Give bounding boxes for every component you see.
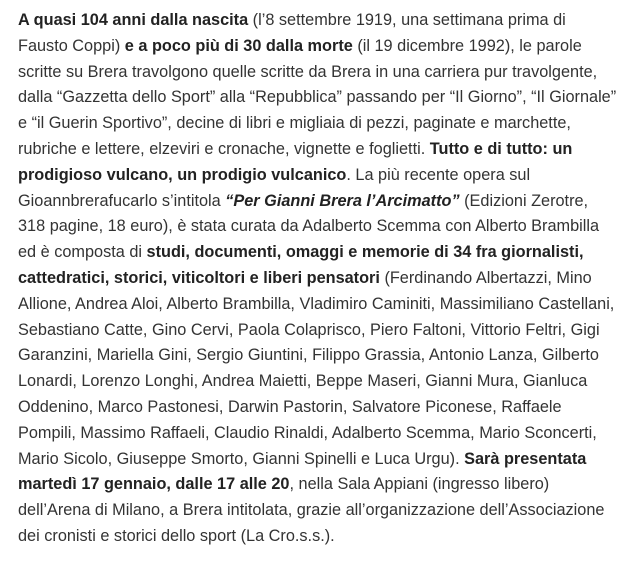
bold-text: e a poco più di 30 dalla morte [124, 36, 353, 55]
bold-text: Tutto e di tutto: un prodigioso vulcano, un prodigio vulcanico [18, 139, 573, 184]
event-date-text: Sarà presentata martedì 17 gennaio, dalle 17 alle 20 [18, 449, 587, 494]
body-text: (il 19 dicembre 1992), le parole scritte su Brera travolgono quelle scritte da Brera in una carriera pur travolgente, dalla “Gazzetta dello Sport” alla “Repubblica” passando per “Il Giorno”, “Il Giornale” e “il Guerin Sportivo”, decine di libri e migliaia di pezzi, paginate e marchette, rubriche e lettere, elzeviri e cronache, vignette e foglietti. [18, 36, 617, 158]
body-text: . La più recente opera sul Gioannbrerafucarlo s’intitola [18, 165, 531, 210]
body-text: (l’8 settembre 1919, una settimana prima di Fausto Coppi) [18, 11, 566, 55]
body-text: , nella Sala Appiani (ingresso libero) dell’Arena di Milano, a Brera intitolata, grazie all’organizzazione dell’Associazione dei cronisti e storici dello sport (La Cro.s.s.). [18, 475, 605, 545]
article-paragraph [18, 8, 617, 550]
body-text: (Ferdinando Albertazzi, Mino Allione, Andrea Aloi, Alberto Brambilla, Vladimiro Caminiti, Massimiliano Castellani, Sebastiano Catte, Gino Cervi, Paola Colaprisco, Piero Faltoni, Vittorio Feltri, Gigi Garanzini, Mariella Gini, Sergio Giuntini, Filippo Grassia, Antonio Lanza, Gilberto Lonardi, Lorenzo Longhi, Andrea Maietti, Beppe Maseri, Gianni Mura, Gianluca Oddenino, Marco Pastonesi, Darwin Pastorin, Salvatore Piconese, Raffaele Pompili, Massimo Raffaeli, Claudio Rinaldi, Adalberto Scemma, Mario Sconcerti, Mario Sicolo, Giuseppe Smorto, Gianni Spinelli e Luca Urgu). [18, 268, 615, 468]
book-title: “Per Gianni Brera l’Arcimatto” [225, 191, 460, 210]
body-text: (Edizioni Zerotre, 318 pagine, 18 euro), è stata curata da Adalberto Scemma con Alberto Brambilla ed è composta di [18, 191, 600, 262]
bold-text: studi, documenti, omaggi e memorie di 34 fra giornalisti, cattedratici, storici, viticoltori e liberi pensatori [18, 243, 584, 287]
bold-text: A quasi 104 anni dalla nascita [18, 11, 249, 29]
